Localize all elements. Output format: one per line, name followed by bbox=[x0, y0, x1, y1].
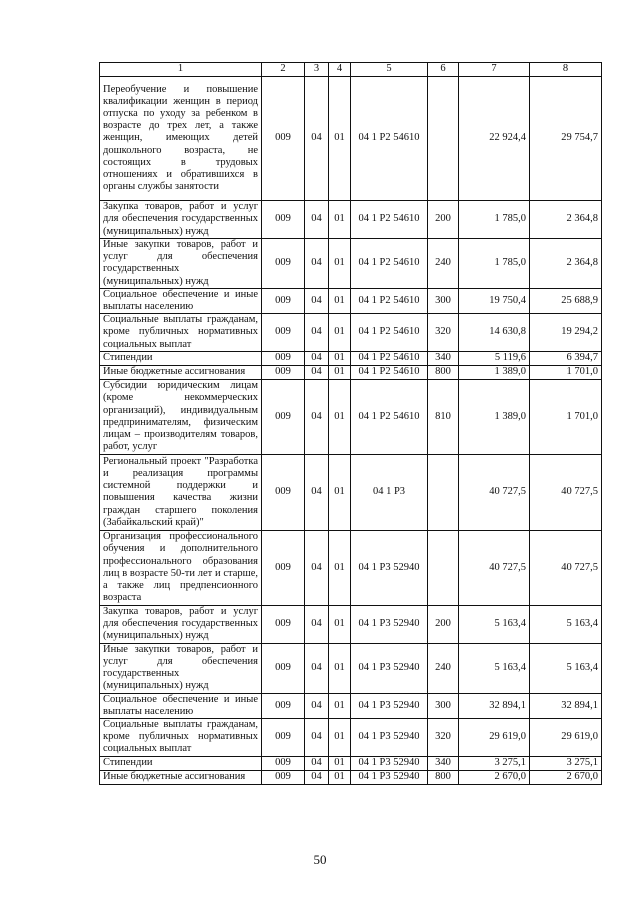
row-code-cell: 2 364,8 bbox=[530, 201, 602, 239]
row-code-cell: 04 1 P3 52940 bbox=[351, 605, 428, 643]
header-cell: 7 bbox=[459, 63, 530, 77]
row-code-cell: 3 275,1 bbox=[459, 756, 530, 770]
row-code-cell: 340 bbox=[428, 756, 459, 770]
row-code-cell: 2 364,8 bbox=[530, 239, 602, 289]
row-name-cell: Стипендии bbox=[100, 351, 262, 365]
row-code-cell: 01 bbox=[329, 239, 351, 289]
row-code-cell: 04 bbox=[305, 719, 329, 757]
row-code-cell: 32 894,1 bbox=[459, 693, 530, 718]
header-row bbox=[100, 63, 602, 77]
row-code-cell: 04 bbox=[305, 454, 329, 530]
row-code-cell: 19 294,2 bbox=[530, 314, 602, 352]
row-code-cell bbox=[428, 454, 459, 530]
row-code-cell: 009 bbox=[262, 643, 305, 693]
row-code-cell: 009 bbox=[262, 365, 305, 379]
row-code-cell: 01 bbox=[329, 314, 351, 352]
row-code-cell: 04 bbox=[305, 756, 329, 770]
row-code-cell: 1 785,0 bbox=[459, 239, 530, 289]
row-name-cell: Социальное обеспечение и иные выплаты населению bbox=[100, 693, 262, 718]
row-code-cell: 04 bbox=[305, 605, 329, 643]
row-code-cell: 009 bbox=[262, 288, 305, 313]
header-cell: 2 bbox=[262, 63, 305, 77]
row-code-cell: 04 bbox=[305, 288, 329, 313]
row-name-cell: Иные закупки товаров, работ и услуг для обеспечения государственных (муниципальных) нужд bbox=[100, 239, 262, 289]
table-row bbox=[100, 288, 602, 313]
table-row bbox=[100, 756, 602, 770]
row-code-cell: 29 754,7 bbox=[530, 77, 602, 201]
row-code-cell: 04 1 P2 54610 bbox=[351, 365, 428, 379]
row-code-cell: 5 163,4 bbox=[530, 605, 602, 643]
row-code-cell: 009 bbox=[262, 605, 305, 643]
row-code-cell: 01 bbox=[329, 77, 351, 201]
row-code-cell: 04 bbox=[305, 693, 329, 718]
row-code-cell: 04 1 P2 54610 bbox=[351, 314, 428, 352]
row-code-cell: 04 1 P2 54610 bbox=[351, 379, 428, 454]
row-code-cell: 29 619,0 bbox=[530, 719, 602, 757]
header-cell: 1 bbox=[100, 63, 262, 77]
row-code-cell: 04 bbox=[305, 770, 329, 784]
row-code-cell: 240 bbox=[428, 239, 459, 289]
table-row bbox=[100, 351, 602, 365]
row-code-cell: 5 119,6 bbox=[459, 351, 530, 365]
table-row bbox=[100, 693, 602, 718]
header-cell: 8 bbox=[530, 63, 602, 77]
row-code-cell: 29 619,0 bbox=[459, 719, 530, 757]
row-code-cell: 009 bbox=[262, 454, 305, 530]
table-row bbox=[100, 314, 602, 352]
row-code-cell: 01 bbox=[329, 365, 351, 379]
row-code-cell: 04 bbox=[305, 201, 329, 239]
row-code-cell: 04 1 P3 52940 bbox=[351, 530, 428, 605]
row-code-cell: 40 727,5 bbox=[459, 454, 530, 530]
row-code-cell: 04 1 P3 52940 bbox=[351, 719, 428, 757]
row-code-cell: 009 bbox=[262, 770, 305, 784]
header-cell: 5 bbox=[351, 63, 428, 77]
row-code-cell: 200 bbox=[428, 605, 459, 643]
row-code-cell: 04 bbox=[305, 351, 329, 365]
row-name-cell: Закупка товаров, работ и услуг для обеспечения государственных (муниципальных) нужд bbox=[100, 605, 262, 643]
row-code-cell: 04 1 P3 52940 bbox=[351, 643, 428, 693]
header-cell: 3 bbox=[305, 63, 329, 77]
row-code-cell: 1 785,0 bbox=[459, 201, 530, 239]
row-code-cell: 04 1 P3 bbox=[351, 454, 428, 530]
row-code-cell: 01 bbox=[329, 643, 351, 693]
row-code-cell: 1 389,0 bbox=[459, 365, 530, 379]
row-code-cell: 009 bbox=[262, 530, 305, 605]
row-code-cell: 009 bbox=[262, 379, 305, 454]
row-code-cell: 01 bbox=[329, 530, 351, 605]
row-code-cell: 04 1 P3 52940 bbox=[351, 770, 428, 784]
row-code-cell: 009 bbox=[262, 719, 305, 757]
row-code-cell: 300 bbox=[428, 693, 459, 718]
row-code-cell: 1 701,0 bbox=[530, 379, 602, 454]
row-code-cell: 40 727,5 bbox=[459, 530, 530, 605]
row-code-cell: 009 bbox=[262, 756, 305, 770]
row-code-cell: 800 bbox=[428, 770, 459, 784]
row-code-cell: 800 bbox=[428, 365, 459, 379]
row-code-cell: 04 bbox=[305, 77, 329, 201]
row-name-cell: Организация профессионального обучения и дополнительного профессионального образования лиц в возрасте 50-ти лет и старше, а также лиц предпенсионного возраста bbox=[100, 530, 262, 605]
row-code-cell: 5 163,4 bbox=[459, 605, 530, 643]
row-code-cell: 01 bbox=[329, 379, 351, 454]
row-code-cell: 009 bbox=[262, 693, 305, 718]
row-code-cell: 6 394,7 bbox=[530, 351, 602, 365]
row-code-cell: 01 bbox=[329, 454, 351, 530]
row-name-cell: Переобучение и повышение квалификации женщин в период отпуска по уходу за ребенком в возрасте до трех лет, а также женщин, имеющих детей дошкольного возраста, не состоящих в трудовых отношениях и обратившихся в органы службы занятости bbox=[100, 77, 262, 201]
row-code-cell: 1 701,0 bbox=[530, 365, 602, 379]
row-code-cell: 009 bbox=[262, 77, 305, 201]
row-code-cell: 40 727,5 bbox=[530, 530, 602, 605]
row-name-cell: Иные закупки товаров, работ и услуг для обеспечения государственных (муниципальных) нужд bbox=[100, 643, 262, 693]
row-code-cell: 04 1 P2 54610 bbox=[351, 288, 428, 313]
row-code-cell: 009 bbox=[262, 239, 305, 289]
row-code-cell: 3 275,1 bbox=[530, 756, 602, 770]
row-code-cell: 01 bbox=[329, 201, 351, 239]
row-code-cell: 2 670,0 bbox=[530, 770, 602, 784]
row-code-cell: 009 bbox=[262, 201, 305, 239]
row-code-cell: 01 bbox=[329, 756, 351, 770]
row-code-cell: 320 bbox=[428, 719, 459, 757]
row-code-cell: 04 bbox=[305, 379, 329, 454]
row-name-cell: Иные бюджетные ассигнования bbox=[100, 770, 262, 784]
table-row bbox=[100, 770, 602, 784]
row-code-cell bbox=[428, 77, 459, 201]
row-code-cell: 01 bbox=[329, 605, 351, 643]
row-code-cell: 04 bbox=[305, 314, 329, 352]
table-row bbox=[100, 239, 602, 289]
row-code-cell: 04 1 P3 52940 bbox=[351, 693, 428, 718]
row-code-cell: 01 bbox=[329, 693, 351, 718]
row-code-cell: 1 389,0 bbox=[459, 379, 530, 454]
row-code-cell: 22 924,4 bbox=[459, 77, 530, 201]
table-row bbox=[100, 643, 602, 693]
row-code-cell: 04 bbox=[305, 530, 329, 605]
row-code-cell: 5 163,4 bbox=[459, 643, 530, 693]
header-cell: 4 bbox=[329, 63, 351, 77]
table-row bbox=[100, 605, 602, 643]
row-code-cell bbox=[428, 530, 459, 605]
row-name-cell: Стипендии bbox=[100, 756, 262, 770]
row-code-cell: 04 bbox=[305, 365, 329, 379]
row-code-cell: 25 688,9 bbox=[530, 288, 602, 313]
row-code-cell: 009 bbox=[262, 314, 305, 352]
row-code-cell: 5 163,4 bbox=[530, 643, 602, 693]
row-code-cell: 009 bbox=[262, 351, 305, 365]
row-name-cell: Региональный проект "Разработка и реализация программы системной поддержки и повышения качества жизни граждан старшего поколения (Забайкальский край)" bbox=[100, 454, 262, 530]
row-code-cell: 300 bbox=[428, 288, 459, 313]
row-code-cell: 19 750,4 bbox=[459, 288, 530, 313]
row-code-cell: 01 bbox=[329, 288, 351, 313]
row-code-cell: 04 bbox=[305, 239, 329, 289]
row-code-cell: 32 894,1 bbox=[530, 693, 602, 718]
table-row bbox=[100, 379, 602, 454]
table-row bbox=[100, 77, 602, 201]
row-code-cell: 04 1 P2 54610 bbox=[351, 77, 428, 201]
table-row bbox=[100, 719, 602, 757]
row-code-cell: 04 1 P2 54610 bbox=[351, 351, 428, 365]
row-code-cell: 200 bbox=[428, 201, 459, 239]
row-code-cell: 04 1 P2 54610 bbox=[351, 239, 428, 289]
row-name-cell: Социальные выплаты гражданам, кроме публичных нормативных социальных выплат bbox=[100, 719, 262, 757]
row-code-cell: 01 bbox=[329, 351, 351, 365]
row-code-cell: 14 630,8 bbox=[459, 314, 530, 352]
row-code-cell: 01 bbox=[329, 770, 351, 784]
row-code-cell: 04 1 P2 54610 bbox=[351, 201, 428, 239]
table-row bbox=[100, 530, 602, 605]
table-row bbox=[100, 454, 602, 530]
row-code-cell: 240 bbox=[428, 643, 459, 693]
row-code-cell: 40 727,5 bbox=[530, 454, 602, 530]
row-code-cell: 04 bbox=[305, 643, 329, 693]
budget-table bbox=[99, 62, 602, 785]
row-name-cell: Закупка товаров, работ и услуг для обеспечения государственных (муниципальных) нужд bbox=[100, 201, 262, 239]
table-row bbox=[100, 201, 602, 239]
row-name-cell: Социальные выплаты гражданам, кроме публичных нормативных социальных выплат bbox=[100, 314, 262, 352]
header-cell: 6 bbox=[428, 63, 459, 77]
row-code-cell: 810 bbox=[428, 379, 459, 454]
row-name-cell: Субсидии юридическим лицам (кроме некоммерческих организаций), индивидуальным предпринимателям, физическим лицам – производителям товаров, работ, услуг bbox=[100, 379, 262, 454]
table-row bbox=[100, 365, 602, 379]
page-number: 50 bbox=[313, 852, 327, 867]
row-name-cell: Иные бюджетные ассигнования bbox=[100, 365, 262, 379]
row-code-cell: 320 bbox=[428, 314, 459, 352]
row-name-cell: Социальное обеспечение и иные выплаты населению bbox=[100, 288, 262, 313]
row-code-cell: 340 bbox=[428, 351, 459, 365]
row-code-cell: 2 670,0 bbox=[459, 770, 530, 784]
row-code-cell: 01 bbox=[329, 719, 351, 757]
row-code-cell: 04 1 P3 52940 bbox=[351, 756, 428, 770]
